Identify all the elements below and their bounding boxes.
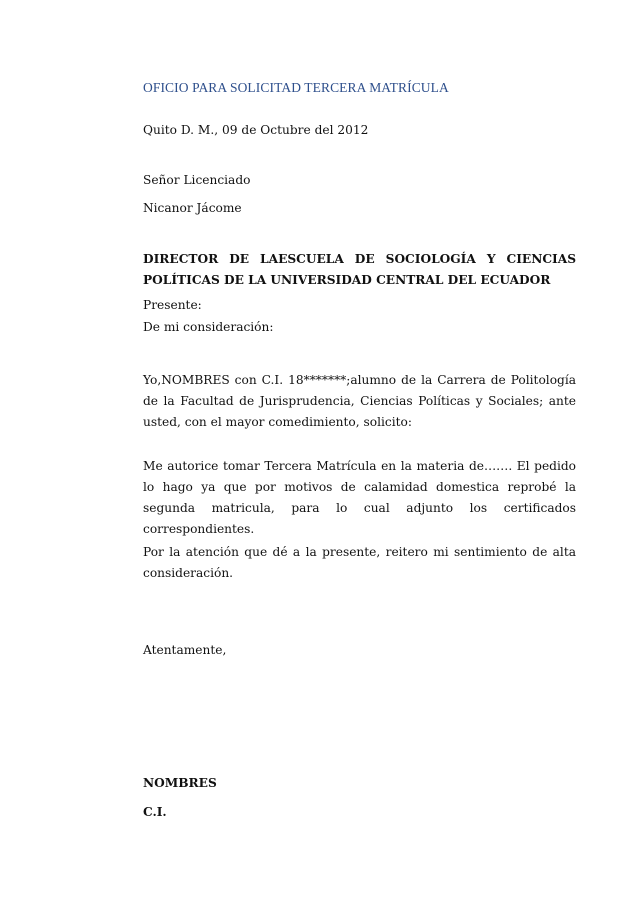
recipient-position: DIRECTOR DE LAESCUELA DE SOCIOLOGÍA Y CIENCIAS POLÍTICAS DE LA UNIVERSIDAD CENTRAL DEL ECUADOR	[143, 252, 576, 287]
signature-name: NOMBRES	[143, 776, 217, 790]
document-title: OFICIO PARA SOLICITAD TERCERA MATRÍCULA	[143, 80, 449, 95]
closing-phrase: Atentamente,	[143, 643, 227, 657]
signature-id: C.I.	[143, 805, 167, 819]
recipient-title: Señor Licenciado	[143, 173, 251, 187]
recipient-name: Nicanor Jácome	[143, 201, 242, 215]
paragraph-request-body: Me autorice tomar Tercera Matrícula en la materia de……. El pedido lo hago ya que por motivos de calamidad domestica reprobé la segunda matricula, para lo cual adjunto los certificados correspondientes.	[143, 459, 576, 536]
presente-line: Presente:	[143, 298, 202, 312]
paragraph-closing-remark: Por la atención que dé a la presente, reitero mi sentimiento de alta consideración.	[143, 545, 576, 580]
salutation: De mi consideración:	[143, 320, 274, 334]
date-line: Quito D. M., 09 de Octubre del 2012	[143, 123, 369, 137]
paragraph-request-intro: Yo,NOMBRES con C.I. 18*******;alumno de la Carrera de Politología de la Facultad de Jurisprudencia, Ciencias Políticas y Sociales; ante usted, con el mayor comedimiento, solicito:	[143, 373, 576, 429]
